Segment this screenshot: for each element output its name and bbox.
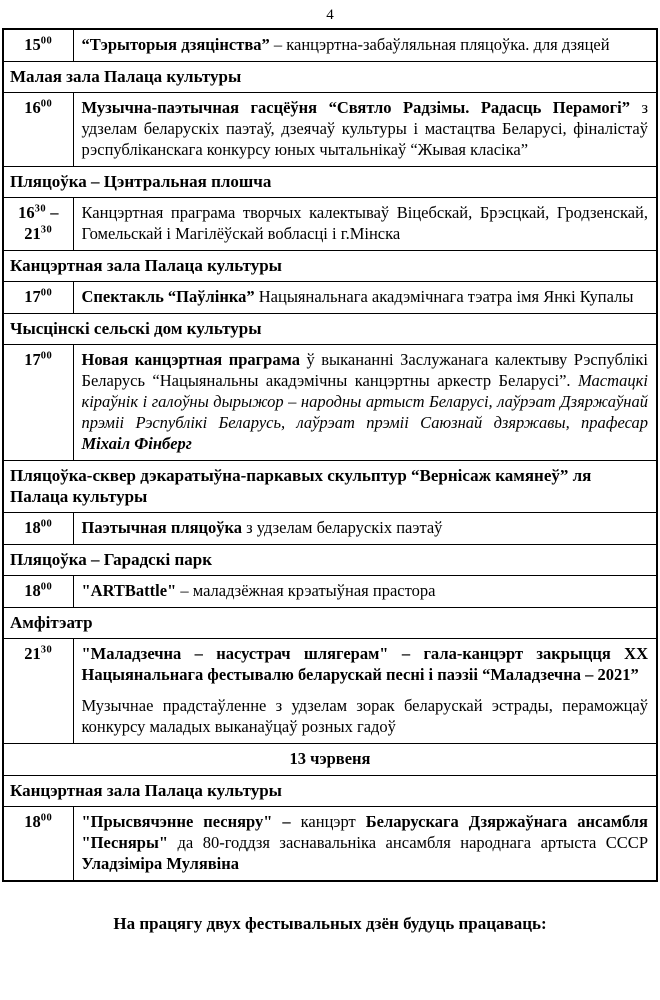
schedule-table bbox=[2, 28, 658, 882]
page-number: 4 bbox=[326, 7, 334, 23]
time-superscript: 00 bbox=[40, 581, 53, 593]
section-header-row bbox=[3, 167, 657, 198]
time-superscript: 00 bbox=[40, 35, 53, 47]
table-row bbox=[3, 93, 657, 167]
time-superscript: 30 bbox=[40, 644, 53, 656]
date-header: 13 чэрвеня bbox=[3, 744, 657, 776]
time-cell bbox=[3, 29, 73, 62]
event-cell bbox=[73, 576, 657, 608]
table-row bbox=[3, 576, 657, 608]
event-note-italic: Мастацкі кіраўнік і галоўны дырыжор – народны артыст Беларусі, лаўрэат Дзяржаўнай прэміі Рэспублікі Беларусь, лаўрэат прэміі Саюзнай дзяржавы, прафесар bbox=[81, 371, 648, 432]
event-title: Паэтычная пляцоўка bbox=[81, 518, 243, 537]
time-value: 17 bbox=[24, 350, 41, 369]
time-value: 18 bbox=[24, 812, 41, 831]
event-description: Музычнае прадстаўленне з удзелам зорак беларускай эстрады, пераможцаў конкурсу маладых выканаўцаў розных гадоў bbox=[81, 696, 648, 736]
venue-header: Канцэртная зала Палаца культуры bbox=[3, 776, 657, 807]
event-title: "Маладзечна – насустрач шлягерам" – гала-канцэрт закрыцця XX Нацыянальнага фестывалю беларускай песні і паэзіі “Маладзечна – 2021” bbox=[81, 644, 648, 684]
event-text: да 80-годдзя заснавальніка ансамбля народнага артыста СССР bbox=[168, 833, 648, 852]
event-cell bbox=[73, 807, 657, 882]
time-cell bbox=[3, 93, 73, 167]
time-cell bbox=[3, 282, 73, 314]
time-cell bbox=[3, 639, 73, 744]
time-value: 17 bbox=[24, 287, 41, 306]
venue-header: Малая зала Палаца культуры bbox=[3, 62, 657, 93]
time-superscript: 00 bbox=[40, 287, 53, 299]
table-row bbox=[3, 198, 657, 251]
event-title: Музычна-паэтычная гасцёўня “Святло Радзімы. Радасць Перамогі” bbox=[81, 98, 630, 117]
event-title: “Тэрыторыя дзяцінства” bbox=[81, 35, 270, 54]
time-superscript: 30 bbox=[40, 224, 53, 236]
section-header-row bbox=[3, 545, 657, 576]
person-name: Уладзіміра Мулявіна bbox=[81, 854, 240, 873]
time-value: 21 bbox=[24, 644, 41, 663]
table-row bbox=[3, 282, 657, 314]
event-cell bbox=[73, 198, 657, 251]
event-text: ў выкананні Заслужанага калектыву Рэспублікі Беларусь “Нацыянальны акадэмічны канцэртны аркестр Беларусі”. bbox=[81, 350, 648, 390]
time-superscript: 30 bbox=[34, 203, 47, 215]
event-title: "ARTBattle" bbox=[81, 581, 177, 600]
time-cell bbox=[3, 576, 73, 608]
time-superscript: 00 bbox=[40, 518, 53, 530]
event-text: – канцэртна-забаўляльная пляцоўка. для дзяцей bbox=[269, 35, 610, 54]
time-value: 18 bbox=[24, 518, 41, 537]
event-title: "Прысвячэнне песняру" – bbox=[81, 812, 301, 831]
time-cell bbox=[3, 513, 73, 545]
date-header-row bbox=[3, 744, 657, 776]
time-value: 18 bbox=[24, 581, 41, 600]
section-header-row bbox=[3, 62, 657, 93]
event-text: Канцэртная праграма творчых калектываў Віцебскай, Брэсцкай, Гродзенскай, Гомельскай і Магілёўскай вобласці і г.Мінска bbox=[81, 203, 648, 243]
event-cell bbox=[73, 639, 657, 744]
time-value: 16 bbox=[18, 203, 35, 222]
event-text: – маладзёжная крэатыўная прастора bbox=[176, 581, 436, 600]
time-range-dash: – bbox=[46, 203, 59, 222]
section-header-row bbox=[3, 314, 657, 345]
time-cell bbox=[3, 198, 73, 251]
footer-note: На працягу двух фестывальных дзён будуць працаваць: bbox=[113, 914, 547, 933]
time-value: 16 bbox=[24, 98, 41, 117]
table-row bbox=[3, 639, 657, 744]
event-text: Нацыянальнага акадэмічнага тэатра імя Янкі Купалы bbox=[254, 287, 634, 306]
table-row bbox=[3, 807, 657, 882]
table-row bbox=[3, 513, 657, 545]
event-text: з удзелам беларускіх паэтаў, дзеячаў культуры і мастацтва Беларусі, фіналістаў рэспубліканскага конкурсу юных чытальнікаў “Жывая класіка” bbox=[81, 98, 648, 159]
venue-header: Пляцоўка – Гарадскі парк bbox=[3, 545, 657, 576]
time-value: 21 bbox=[24, 224, 41, 243]
event-title: Спектакль “Паўлінка” bbox=[81, 287, 255, 306]
event-cell bbox=[73, 93, 657, 167]
venue-header: Чысцінскі сельскі дом культуры bbox=[3, 314, 657, 345]
section-header-row bbox=[3, 251, 657, 282]
event-title: Новая канцэртная праграма bbox=[81, 350, 300, 369]
event-cell bbox=[73, 29, 657, 62]
time-superscript: 00 bbox=[40, 350, 53, 362]
venue-header: Амфітэатр bbox=[3, 608, 657, 639]
ensemble-name: Беларускага Дзяржаўнага ансамбля "Песняры" bbox=[81, 812, 648, 852]
event-text: канцэрт bbox=[300, 812, 366, 831]
event-text: з удзелам беларускіх паэтаў bbox=[242, 518, 443, 537]
time-superscript: 00 bbox=[40, 812, 53, 824]
event-cell bbox=[73, 282, 657, 314]
person-name: Міхаіл Фінберг bbox=[81, 434, 192, 453]
time-superscript: 00 bbox=[40, 98, 53, 110]
venue-header: Пляцоўка – Цэнтральная плошча bbox=[3, 167, 657, 198]
section-header-row bbox=[3, 776, 657, 807]
event-cell bbox=[73, 345, 657, 461]
time-cell bbox=[3, 807, 73, 882]
venue-header: Пляцоўка-сквер дэкаратыўна-паркавых скульптур “Вернісаж камянеў” ля Палаца культуры bbox=[3, 461, 657, 513]
table-row bbox=[3, 345, 657, 461]
section-header-row bbox=[3, 461, 657, 513]
event-cell bbox=[73, 513, 657, 545]
table-row bbox=[3, 29, 657, 62]
venue-header: Канцэртная зала Палаца культуры bbox=[3, 251, 657, 282]
section-header-row bbox=[3, 608, 657, 639]
time-cell bbox=[3, 345, 73, 461]
time-value: 15 bbox=[24, 35, 41, 54]
